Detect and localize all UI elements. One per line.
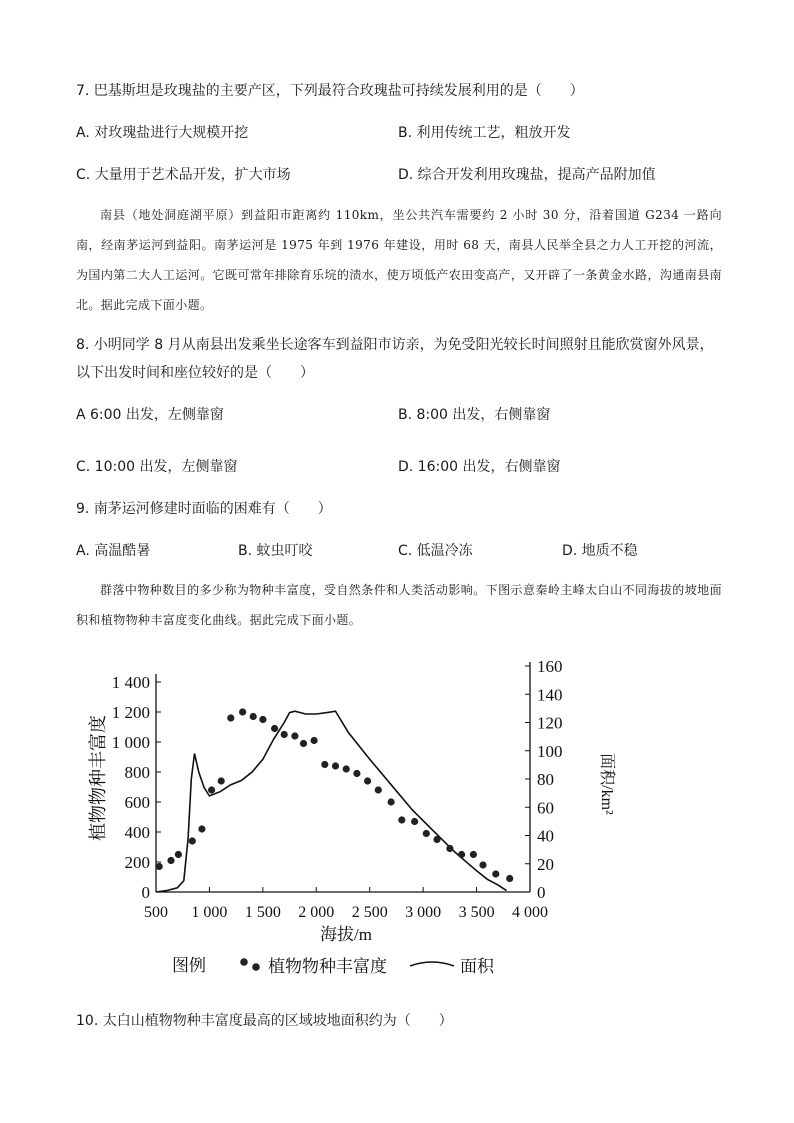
right-tick-label: 140 xyxy=(537,685,563,705)
richness-point xyxy=(398,816,405,823)
richness-point xyxy=(189,837,196,844)
richness-point xyxy=(479,861,486,868)
passage-taibai-mountain xyxy=(76,575,722,635)
q7-option-d[interactable]: D. 综合开发利用玫瑰盐，提高产品附加值 xyxy=(398,167,656,183)
q7-option-b[interactable]: B. 利用传统工艺，粗放开发 xyxy=(398,125,571,141)
richness-point xyxy=(353,770,360,777)
left-tick-label: 200 xyxy=(124,853,150,872)
legend-line-icon xyxy=(410,962,454,966)
right-tick-label: 80 xyxy=(537,770,554,789)
left-tick-label: 600 xyxy=(124,793,150,812)
q7-option-a[interactable]: A. 对玫瑰盐进行大规模开挖 xyxy=(76,125,249,141)
right-tick-label: 100 xyxy=(537,741,563,761)
x-axis-label: 海拔/m xyxy=(320,925,372,944)
x-tick-label: 1 500 xyxy=(244,904,281,921)
passage-nanmao-text: 南县（地处洞庭湖平原）到益阳市距离约 110km，坐公共汽车需要约 2 小时 30 分，沿着国道 G234 一路向南，经南茅运河到益阳。南茅运河是 1975 年到 1976 年建设，用时 68 天，南县人民举全县之力人工开挖的河流，为国内第二大人工运河。它既可常年排除育乐垸的渍水，使万顷低产农田变高产，又开辟了一条黄金水路，沟通南县南北。据此完成下面小题。 xyxy=(76,208,722,312)
altitude-richness-area-chart xyxy=(88,648,615,983)
richness-point xyxy=(470,851,477,858)
right-tick-label: 20 xyxy=(537,854,554,874)
right-tick-label: 0 xyxy=(537,883,546,902)
richness-point xyxy=(364,777,371,784)
x-tick-label: 1 000 xyxy=(191,904,228,921)
x-tick-label: 4 000 xyxy=(512,904,548,921)
chart-legend xyxy=(172,956,495,976)
q9-stem: 9. 南茅运河修建时面临的困难有（ ） xyxy=(76,501,332,517)
richness-point xyxy=(198,825,205,832)
x-tick-label: 2 500 xyxy=(351,904,388,921)
richness-point xyxy=(311,737,318,744)
q7-stem: 7. 巴基斯坦是玫瑰盐的主要产区，下列最符合玫瑰盐可持续发展利用的是（ ） xyxy=(76,83,584,99)
left-tick-label: 800 xyxy=(124,763,150,782)
q8-stem: 8. 小明同学 8 月从南县出发乘坐长途客车到益阳市访亲，为免受阳光较长时间照射且能欣赏窗外风景，以下出发时间和座位较好的是（ ） xyxy=(76,337,714,381)
q7-option-c[interactable]: C. 大量用于艺术品开发，扩大市场 xyxy=(76,167,291,183)
legend-title: 图例 xyxy=(172,956,206,975)
richness-point xyxy=(250,713,257,720)
q8-option-d[interactable]: D. 16:00 出发，右侧靠窗 xyxy=(398,459,561,475)
richness-point xyxy=(411,818,418,825)
q8-option-c[interactable]: C. 10:00 出发，左侧靠窗 xyxy=(76,459,238,475)
richness-point xyxy=(321,761,328,768)
richness-point xyxy=(332,762,339,769)
x-tick-label: 500 xyxy=(144,904,168,921)
richness-point xyxy=(227,714,234,721)
richness-point xyxy=(156,863,163,870)
left-tick-label: 1 200 xyxy=(111,703,150,722)
richness-point xyxy=(458,851,465,858)
richness-point xyxy=(375,786,382,793)
richness-point xyxy=(492,870,499,877)
legend-area-label: 面积 xyxy=(460,957,494,976)
legend-dot-icon xyxy=(252,963,260,971)
right-tick-label: 60 xyxy=(537,798,554,818)
q9-option-a[interactable]: A. 高温酷暑 xyxy=(76,543,151,559)
area-series-line xyxy=(156,711,507,892)
richness-point xyxy=(423,830,430,837)
richness-point xyxy=(208,786,215,793)
richness-point xyxy=(218,777,225,784)
legend-richness-label: 植物物种丰富度 xyxy=(268,957,387,976)
richness-point xyxy=(239,708,246,715)
richness-point xyxy=(281,731,288,738)
left-tick-label: 0 xyxy=(141,883,150,902)
q9-option-b[interactable]: B. 蚊虫叮咬 xyxy=(238,543,313,559)
right-tick-label: 40 xyxy=(537,826,554,846)
legend-dot-icon xyxy=(240,958,248,966)
richness-point xyxy=(506,875,513,882)
right-tick-label: 120 xyxy=(537,713,563,733)
left-tick-label: 1 400 xyxy=(111,673,150,692)
q9-option-c[interactable]: C. 低温冷冻 xyxy=(398,543,473,559)
richness-point xyxy=(167,857,174,864)
richness-point xyxy=(300,740,307,747)
x-tick-label: 3 500 xyxy=(458,904,495,921)
x-tick-label: 2 000 xyxy=(298,904,335,921)
q8-option-a[interactable]: A 6:00 出发，左侧靠窗 xyxy=(76,407,224,423)
y-axis-label-right: 面积/km² xyxy=(598,753,615,815)
richness-point xyxy=(343,765,350,772)
richness-point xyxy=(175,851,182,858)
q10-stem: 10. 太白山植物物种丰富度最高的区域坡地面积约为（ ） xyxy=(76,1013,453,1029)
q9-option-d[interactable]: D. 地质不稳 xyxy=(562,543,638,559)
richness-point xyxy=(433,836,440,843)
passage-nanmao-canal xyxy=(76,200,722,320)
right-tick-label: 160 xyxy=(537,657,563,676)
richness-point xyxy=(271,725,278,732)
x-tick-label: 3 000 xyxy=(405,904,442,921)
y-axis-label-left: 植物物种丰富度 xyxy=(88,715,108,841)
richness-point xyxy=(291,732,298,739)
left-tick-label: 1 000 xyxy=(111,733,150,752)
q8-option-b[interactable]: B. 8:00 出发，右侧靠窗 xyxy=(398,407,551,423)
left-tick-label: 400 xyxy=(124,823,150,842)
richness-point xyxy=(388,798,395,805)
left-axis-ticks xyxy=(112,673,161,902)
richness-point xyxy=(446,845,453,852)
richness-point xyxy=(259,716,266,723)
passage-taibai-text: 群落中物种数目的多少称为物种丰富度，受自然条件和人类活动影响。下图示意秦岭主峰太白山不同海拔的坡地面积和植物物种丰富度变化曲线。据此完成下面小题。 xyxy=(76,583,722,627)
